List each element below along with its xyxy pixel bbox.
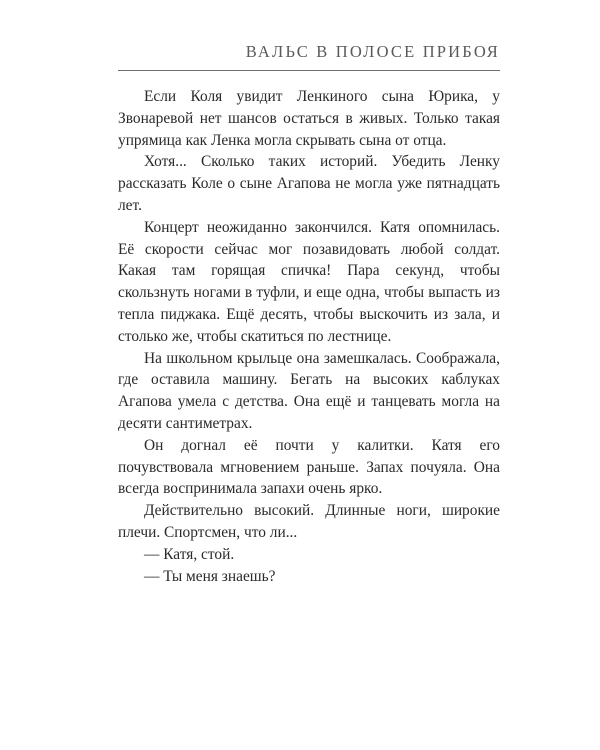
dialogue-line: — Катя, стой. bbox=[144, 545, 235, 563]
paragraph: Концерт неожиданно закончился. Катя опомнилась. Её скорости сейчас мог позавидовать любой солдат. Какая там горящая спичка! Пара секунд, чтобы скользнуть ногами в туфли, и еще одна, чтобы выпасть из тепла пиджака. Ещё десять, чтобы выскочить из зала, и столько же, чтобы скатиться по лестнице. bbox=[118, 218, 500, 345]
running-header-title: ВАЛЬС В ПОЛОСЕ ПРИБОЯ bbox=[245, 42, 500, 61]
running-header bbox=[118, 38, 500, 71]
paragraph: Хотя... Сколько таких историй. Убедить Ленку рассказать Коле о сыне Агапова не могла уже пятнадцать лет. bbox=[118, 153, 500, 214]
paragraph: Действительно высокий. Длинные ноги, широкие плечи. Спортсмен, что ли... bbox=[118, 502, 500, 541]
paragraph: Он догнал её почти у калитки. Катя его почувствовала мгновением раньше. Запах почуяла. Она всегда воспринимала запахи очень ярко. bbox=[118, 436, 500, 498]
body-text bbox=[118, 86, 500, 587]
paragraph: Если Коля увидит Ленкиного сына Юрика, у Звонаревой нет шансов остаться в живых. Только такая упрямица как Ленка могла скрывать сына от отца. bbox=[118, 88, 500, 149]
paragraph: На школьном крыльце она замешкалась. Соображала, где оставила машину. Бегать на высоких каблуках Агапова умела с детства. Она ещё и танцевать могла на десяти сантиметрах. bbox=[118, 349, 500, 432]
dialogue-line: — Ты меня знаешь? bbox=[144, 567, 276, 585]
